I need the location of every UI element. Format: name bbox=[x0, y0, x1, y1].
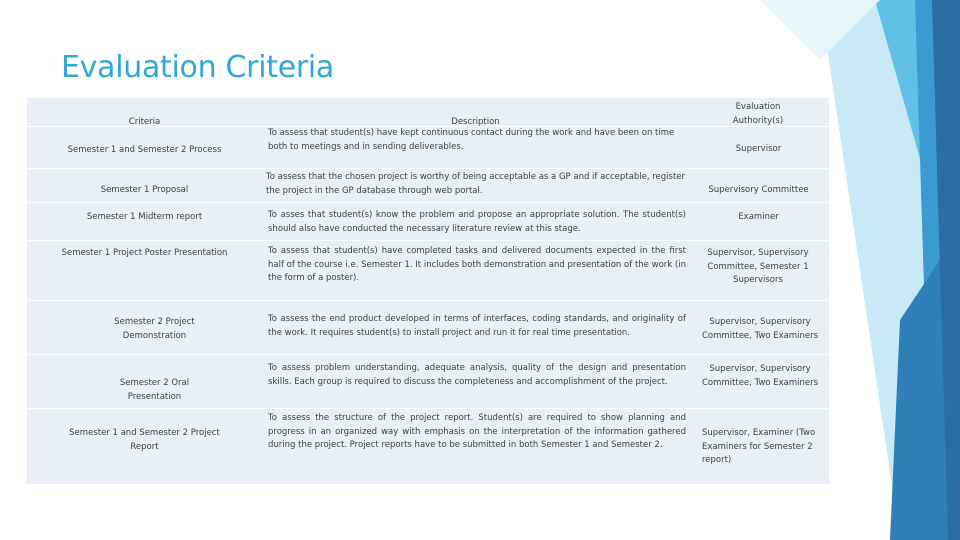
row-criteria: Semester 2 Project Demonstration bbox=[114, 317, 195, 341]
row-authority: Supervisor, Supervisory Committee, Semester 1 Supervisors bbox=[707, 248, 809, 285]
row-description: To assess that student(s) have completed tasks and delivered documents expected in the first half of the course i.e. Semester 1. It includes both demonstration and presentation of the work (in the form of a poster). bbox=[268, 246, 686, 283]
row-criteria: Semester 1 and Semester 2 Process bbox=[67, 145, 222, 155]
slide-title: Evaluation Criteria bbox=[61, 50, 335, 85]
row-criteria: Semester 2 Oral Presentation bbox=[119, 378, 190, 402]
row-authority: Supervisory Committee bbox=[708, 185, 809, 195]
criteria-table bbox=[27, 98, 829, 484]
row-authority: Supervisor, Supervisory Committee, Two Examiners bbox=[701, 317, 819, 341]
row-criteria: Semester 1 Project Poster Presentation bbox=[61, 248, 228, 258]
row-authority: Supervisor, Supervisory Committee, Two Examiners bbox=[701, 364, 819, 388]
row-description: To assess the end product developed in terms of interfaces, coding standards, and originality of the work. It requires student(s) to install project and run it for real time presentation. bbox=[268, 314, 686, 338]
row-divider bbox=[27, 408, 829, 409]
row-criteria: Semester 1 and Semester 2 Project Report bbox=[69, 428, 220, 452]
row-authority: Examiner bbox=[738, 212, 779, 222]
row-criteria: Semester 1 Proposal bbox=[100, 185, 189, 195]
row-criteria: Semester 1 Midterm report bbox=[86, 212, 203, 222]
row-authority: Supervisor, Examiner (Two Examiners for Semester 2 report) bbox=[702, 428, 816, 465]
header-criteria: Criteria bbox=[128, 117, 161, 127]
header-description: Description bbox=[451, 117, 500, 127]
row-description: To assess problem understanding, adequate analysis, quality of the design and presentation skills. Each group is required to discuss the completeness and accomplishment of the project. bbox=[268, 363, 686, 387]
row-divider bbox=[27, 202, 829, 203]
row-divider bbox=[27, 240, 829, 241]
row-divider bbox=[27, 168, 829, 169]
row-authority: Supervisor bbox=[735, 144, 782, 154]
row-divider bbox=[27, 300, 829, 301]
row-description: To assess that the chosen project is worthy of being acceptable as a GP and if acceptable, register the project in the GP database through web portal. bbox=[266, 172, 686, 196]
row-description: To asses that student(s) know the problem and propose an appropriate solution. The student(s) should also have conducted the necessary literature review at this stage. bbox=[268, 210, 686, 234]
row-divider bbox=[27, 354, 829, 355]
row-description: To assess the structure of the project report. Student(s) are required to show planning and progress in an organized way with emphasis on the interpretation of the information gathered during the project. Project reports have to be submitted in both Semester 1 and Semester 2. bbox=[268, 413, 686, 450]
header-authority: Evaluation Authority(s) bbox=[732, 102, 784, 126]
row-description: To assess that student(s) have kept continuous contact during the work and have been on time both to meetings and in sending deliverables. bbox=[268, 128, 675, 152]
